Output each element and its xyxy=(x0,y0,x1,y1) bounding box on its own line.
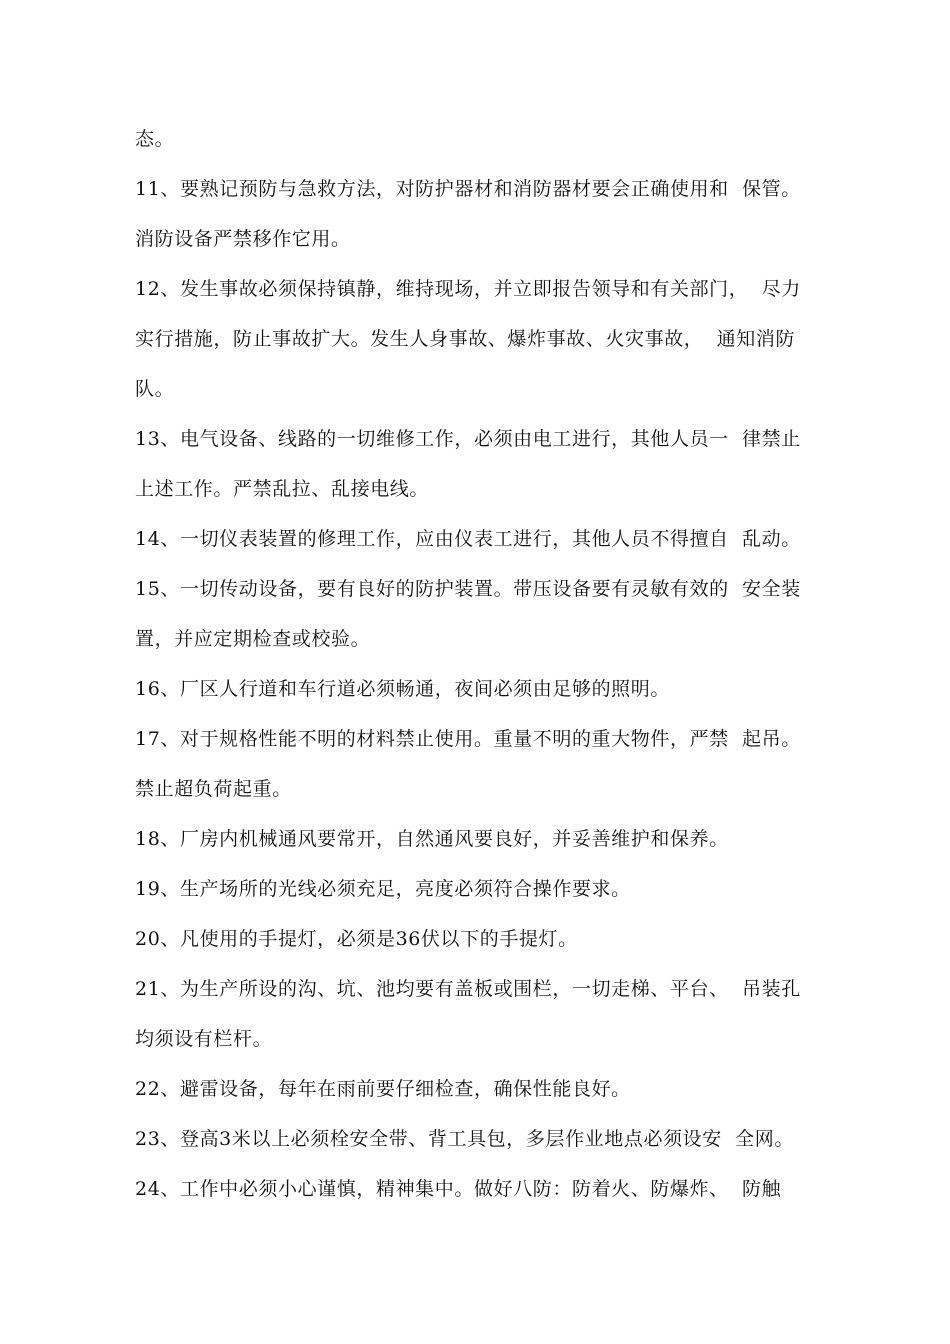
text-line: 实行措施，防止事故扩大。发生人身事故、爆炸事故、火灾事故， 通知消防 xyxy=(135,328,796,350)
text-line: 17、对于规格性能不明的材料禁止使用。重量不明的重大物件，严禁 起吊。 xyxy=(135,728,801,750)
text-line: 22、避雷设备，每年在雨前要仔细检查，确保性能良好。 xyxy=(135,1078,631,1100)
text-line: 态。 xyxy=(135,128,175,150)
text-line: 11、要熟记预防与急救方法，对防护器材和消防器材要会正确使用和 保管。 xyxy=(135,178,801,200)
text-line: 21、为生产所设的沟、坑、池均要有盖板或围栏，一切走梯、平台、 吊装孔 xyxy=(135,978,801,1000)
text-line: 14、一切仪表装置的修理工作，应由仪表工进行，其他人员不得擅自 乱动。 xyxy=(135,528,801,550)
text-line: 消防设备严禁移作它用。 xyxy=(135,228,351,250)
text-line: 24、工作中必须小心谨慎，精神集中。做好八防：防着火、防爆炸、 防触 xyxy=(135,1178,782,1200)
text-line: 禁止超负荷起重。 xyxy=(135,778,292,800)
text-line: 均须设有栏杆。 xyxy=(135,1028,273,1050)
text-line: 队。 xyxy=(135,378,175,400)
text-line: 13、电气设备、线路的一切维修工作，必须由电工进行，其他人员一 律禁止 xyxy=(135,428,801,450)
text-line: 18、厂房内机械通风要常开，自然通风要良好，并妥善维护和保养。 xyxy=(135,828,729,850)
text-line: 15、一切传动设备，要有良好的防护装置。带压设备要有灵敏有效的 安全装 xyxy=(135,578,801,600)
text-line: 上述工作。严禁乱拉、乱接电线。 xyxy=(135,478,430,500)
text-line: 16、厂区人行道和车行道必须畅通，夜间必须由足够的照明。 xyxy=(135,678,670,700)
text-line: 23、登高3米以上必须栓安全带、背工具包，多层作业地点必须设安 全网。 xyxy=(135,1128,794,1150)
text-line: 置，并应定期检查或校验。 xyxy=(135,628,371,650)
text-line: 20、凡使用的手提灯，必须是36伏以下的手提灯。 xyxy=(135,928,578,950)
text-line: 12、发生事故必须保持镇静，维持现场，并立即报告领导和有关部门， 尽力 xyxy=(135,278,801,300)
text-line: 19、生产场所的光线必须充足，亮度必须符合操作要求。 xyxy=(135,878,631,900)
